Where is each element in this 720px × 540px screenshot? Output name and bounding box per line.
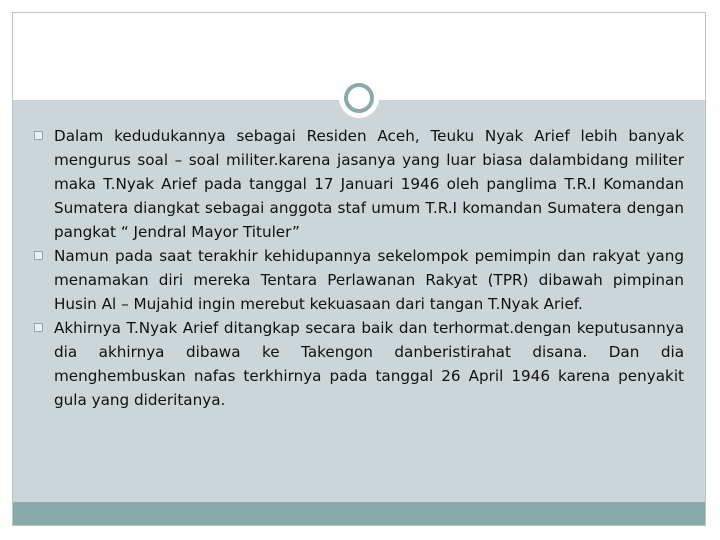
bullet-item: [34, 316, 684, 412]
footer-bar: [13, 502, 705, 525]
circle-ornament-icon: [339, 78, 379, 118]
circle-ring: [344, 83, 374, 113]
bullet-list: [34, 124, 684, 412]
square-bullet-icon: [34, 251, 43, 260]
square-bullet-icon: [34, 131, 43, 140]
bullet-item: [34, 124, 684, 244]
bullet-text: Namun pada saat terakhir kehidupannya sekelompok pemimpin dan rakyat yang menamakan diri mereka Tentara Perlawanan Rakyat (TPR) dibawah pimpinan Husin Al – Mujahid ingin merebut kekuasaan dari tangan T.Nyak Arief.: [54, 247, 684, 313]
bullet-text: Dalam kedudukannya sebagai Residen Aceh, Teuku Nyak Arief lebih banyak mengurus soal – soal militer.karena jasanya yang luar biasa dalambidang militer maka T.Nyak Arief pada tanggal 17 Januari 1946 oleh panglima T.R.I Komandan Sumatera diangkat sebagai anggota staf umum T.R.I komandan Sumatera dengan pangkat “ Jendral Mayor Tituler”: [54, 127, 684, 241]
bullet-text: Akhirnya T.Nyak Arief ditangkap secara baik dan terhormat.dengan keputusannya dia akhirnya dibawa ke Takengon danberistirahat disana. Dan dia menghembuskan nafas terkhirnya pada tanggal 26 April 1946 karena penyakit gula yang dideritanya.: [54, 319, 684, 409]
bullet-item: [34, 244, 684, 316]
square-bullet-icon: [34, 323, 43, 332]
